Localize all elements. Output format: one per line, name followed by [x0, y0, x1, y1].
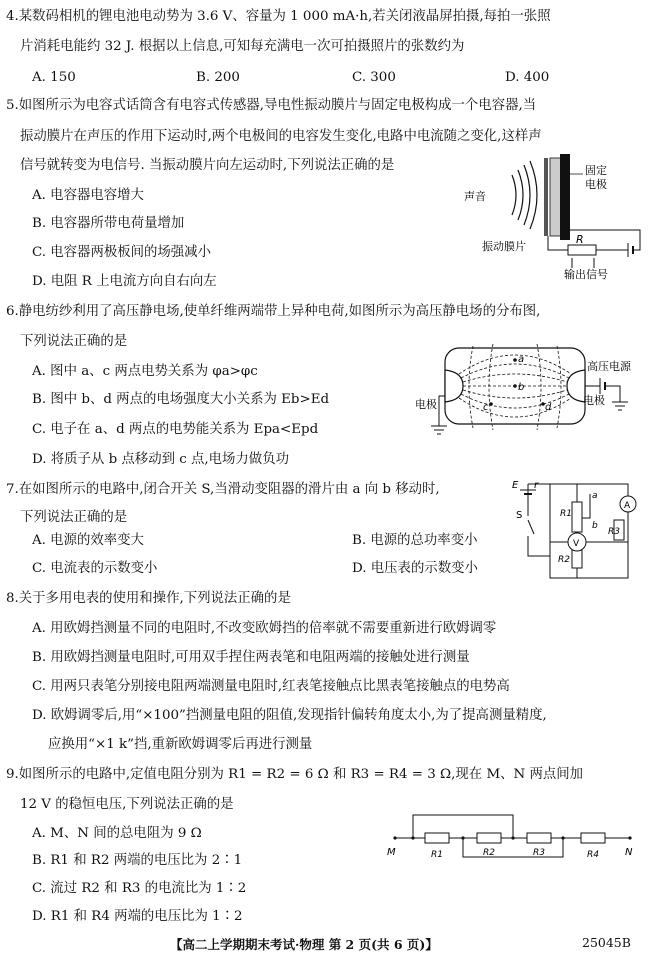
q9-line2: 12 V 的稳恒电压,下列说法正确的是: [20, 797, 234, 812]
microphone-figure: [460, 150, 645, 280]
point-a-label: a: [518, 354, 525, 365]
q8-option-d-cont: 应换用“×1 k”挡,重新欧姆调零后再进行测量: [48, 737, 313, 752]
fixed-electrode-label-2: 电极: [585, 178, 607, 191]
q7-line1: 7.在如图所示的电路中,闭合开关 S,当滑动变阻器的滑片由 a 向 b 移动时,: [6, 482, 440, 497]
fixed-electrode-label-1: 固定: [585, 164, 607, 177]
resistor-r-label: R: [576, 233, 584, 246]
q7-r1-label: R1: [560, 509, 572, 519]
q4-option-b: B. 200: [196, 70, 240, 85]
sound-label: 声音: [464, 190, 486, 203]
q5-line2: 振动膜片在声压的作用下运动时,两个电极间的电容发生变化,电路中电流随之变化,这样声: [20, 129, 542, 144]
point-c-label: c: [483, 402, 489, 413]
q7-point-b-label: b: [592, 521, 598, 531]
q7-option-b: B. 电源的总功率变小: [352, 533, 478, 548]
membrane-label: 振动膜片: [482, 240, 526, 253]
q7-r-label: r: [534, 480, 539, 491]
q8-option-b: B. 用欧姆挡测量电阻时,可用双手捏住两表笔和电阻两端的接触处进行测量: [32, 650, 470, 665]
q5-option-a: A. 电容器电容增大: [32, 188, 144, 203]
q8-option-c: C. 用两只表笔分别接电阻两端测量电阻时,红表笔接触点比黑表笔接触点的电势高: [32, 679, 510, 694]
point-b-label: b: [518, 382, 525, 393]
q9-option-c: C. 流过 R2 和 R3 的电流比为 1∶2: [32, 881, 247, 896]
q7-ammeter-label: A: [624, 501, 631, 511]
q7-option-a: A. 电源的效率变大: [32, 533, 144, 548]
q9-option-b: B. R1 和 R2 两端的电压比为 2∶1: [32, 853, 243, 868]
q5-option-b: B. 电容器所带电荷量增加: [32, 216, 185, 231]
q4-option-c: C. 300: [352, 70, 396, 85]
q7-r3-label: R3: [608, 527, 620, 537]
q9-r3-label: R3: [533, 848, 545, 858]
q9-line1: 9.如图所示的电路中,定值电阻分别为 R1 = R2 = 6 Ω 和 R3 = R4 = 3 Ω,现在 M、N 两点间加: [6, 767, 584, 782]
q7-switch-label: S: [516, 510, 523, 521]
hv-source-label: 高压电源: [587, 360, 631, 373]
exam-code: 25045B: [582, 935, 631, 950]
left-electrode-label: 电极: [415, 398, 437, 411]
q6-option-c: C. 电子在 a、d 两点的电势能关系为 Epa<Epd: [32, 422, 319, 437]
q6-option-a: A. 图中 a、c 两点电势关系为 φa>φc: [32, 364, 258, 379]
q9-option-a: A. M、N 间的总电阻为 9 Ω: [32, 826, 202, 841]
q4-option-d: D. 400: [505, 70, 550, 85]
q8-option-d: D. 欧姆调零后,用“×100”挡测量电阻的阻值,发现指针偏转角度太小,为了提高测量精度,: [32, 708, 547, 723]
output-signal-label: 输出信号: [564, 268, 608, 280]
q8-option-a: A. 用欧姆挡测量不同的电阻时,不改变欧姆挡的倍率就不需要重新进行欧姆调零: [32, 621, 497, 636]
q9-r1-label: R1: [431, 850, 443, 860]
point-d-label: d: [545, 402, 552, 413]
q5-option-c: C. 电容器两极板间的场强减小: [32, 245, 211, 260]
q5-line1: 5.如图所示为电容式话筒含有电容式传感器,导电性振动膜片与固定电极构成一个电容器,当: [6, 98, 537, 113]
page-footer: 【高二上学期期末考试·物理 第 2 页(共 6 页)】: [170, 937, 438, 952]
q5-line3: 信号就转变为电信号. 当振动膜片向左运动时,下列说法正确的是: [20, 158, 395, 173]
q5-option-d: D. 电阻 R 上电流方向自右向左: [32, 274, 217, 289]
q4-option-a: A. 150: [32, 70, 76, 85]
q7-option-c: C. 电流表的示数变小: [32, 561, 158, 576]
electrostatic-field-figure: [415, 340, 645, 442]
q9-option-d: D. R1 和 R4 两端的电压比为 1∶2: [32, 909, 243, 924]
q7-option-d: D. 电压表的示数变小: [352, 561, 478, 576]
circuit-q9-figure: [385, 805, 640, 867]
q4-line2: 片消耗电能约 32 J. 根据以上信息,可知每充满电一次可拍摄照片的张数约为: [20, 39, 465, 54]
q7-e-label: E: [512, 480, 519, 491]
q7-r2-label: R2: [558, 555, 570, 565]
circuit-q7-figure: [510, 476, 640, 586]
q7-point-a-label: a: [592, 491, 598, 501]
q6-line2: 下列说法正确的是: [20, 334, 128, 349]
q9-r4-label: R4: [587, 850, 599, 860]
q7-voltmeter-label: V: [573, 539, 580, 549]
q4-line1: 4.某数码相机的锂电池电动势为 3.6 V、容量为 1 000 mA·h,若关闭液晶屏拍摄,每拍一张照: [6, 9, 551, 24]
q9-m-label: M: [387, 847, 396, 858]
q6-option-b: B. 图中 b、d 两点的电场强度大小关系为 Eb>Ed: [32, 392, 330, 407]
q6-line1: 6.静电纺纱利用了高压静电场,使单纤维两端带上异种电荷,如图所示为高压静电场的分布图,: [6, 304, 541, 319]
q9-r2-label: R2: [483, 848, 495, 858]
q6-option-d: D. 将质子从 b 点移动到 c 点,电场力做负功: [32, 452, 289, 467]
q7-line2: 下列说法正确的是: [20, 510, 128, 525]
q8-line1: 8.关于多用电表的使用和操作,下列说法正确的是: [6, 591, 291, 606]
q9-n-label: N: [625, 847, 633, 858]
right-electrode-label: 电极: [583, 394, 605, 407]
